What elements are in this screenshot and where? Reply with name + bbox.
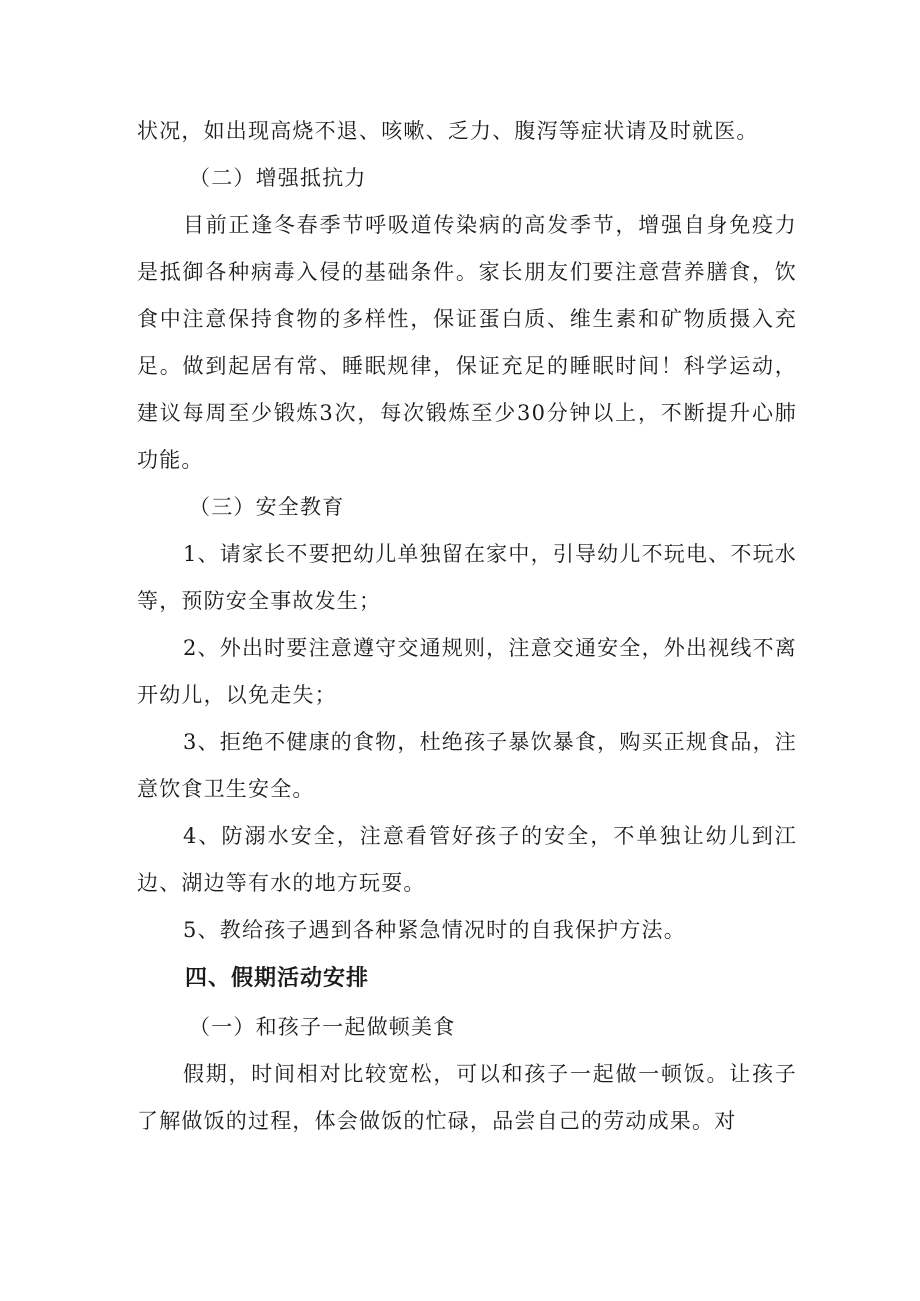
paragraph-cooking: 假期，时间相对比较宽松，可以和孩子一起做一顿饭。让孩子了解做饭的过程，体会做饭的忙碌，品尝自己的劳动成果。对 — [137, 1062, 797, 1133]
safety-item-2: 2、外出时要注意遵守交通规则，注意交通安全，外出视线不离开幼儿，以免走失； — [137, 636, 797, 707]
safety-item-4: 4、防溺水安全，注意看管好孩子的安全，不单独让幼儿到江边、湖边等有水的地方玩耍。 — [137, 824, 797, 895]
paragraph-resistance: 目前正逢冬春季节呼吸道传染病的高发季节，增强自身免疫力是抵御各种病毒入侵的基础条件。家长朋友们要注意营养膳食，饮食中注意保持食物的多样性，保证蛋白质、维生素和矿物质摄入充足。做到起居有常、睡眠规律，保证充足的睡眠时间！科学运动，建议每周至少锻炼3次，每次锻炼至少30分钟以上，不断提升心肺功能。 — [137, 213, 797, 472]
safety-item-3: 3、拒绝不健康的食物，杜绝孩子暴饮暴食，购买正规食品，注意饮食卫生安全。 — [137, 730, 797, 801]
section-title-safety: （三）安全教育 — [189, 495, 345, 519]
document-body — [137, 108, 797, 1145]
subsection-title-cooking: （一）和孩子一起做顿美食 — [189, 1015, 456, 1039]
safety-item-5: 5、教给孩子遇到各种紧急情况时的自我保护方法。 — [183, 918, 686, 942]
section-title-resistance: （二）增强抵抗力 — [189, 166, 367, 190]
safety-item-1: 1、请家长不要把幼儿单独留在家中，引导幼儿不玩电、不玩水等，预防安全事故发生； — [137, 542, 797, 613]
paragraph-continuation: 状况，如出现高烧不退、咳嗽、乏力、腹泻等症状请及时就医。 — [137, 119, 759, 143]
heading-holiday-activities: 四、假期活动安排 — [185, 966, 370, 991]
